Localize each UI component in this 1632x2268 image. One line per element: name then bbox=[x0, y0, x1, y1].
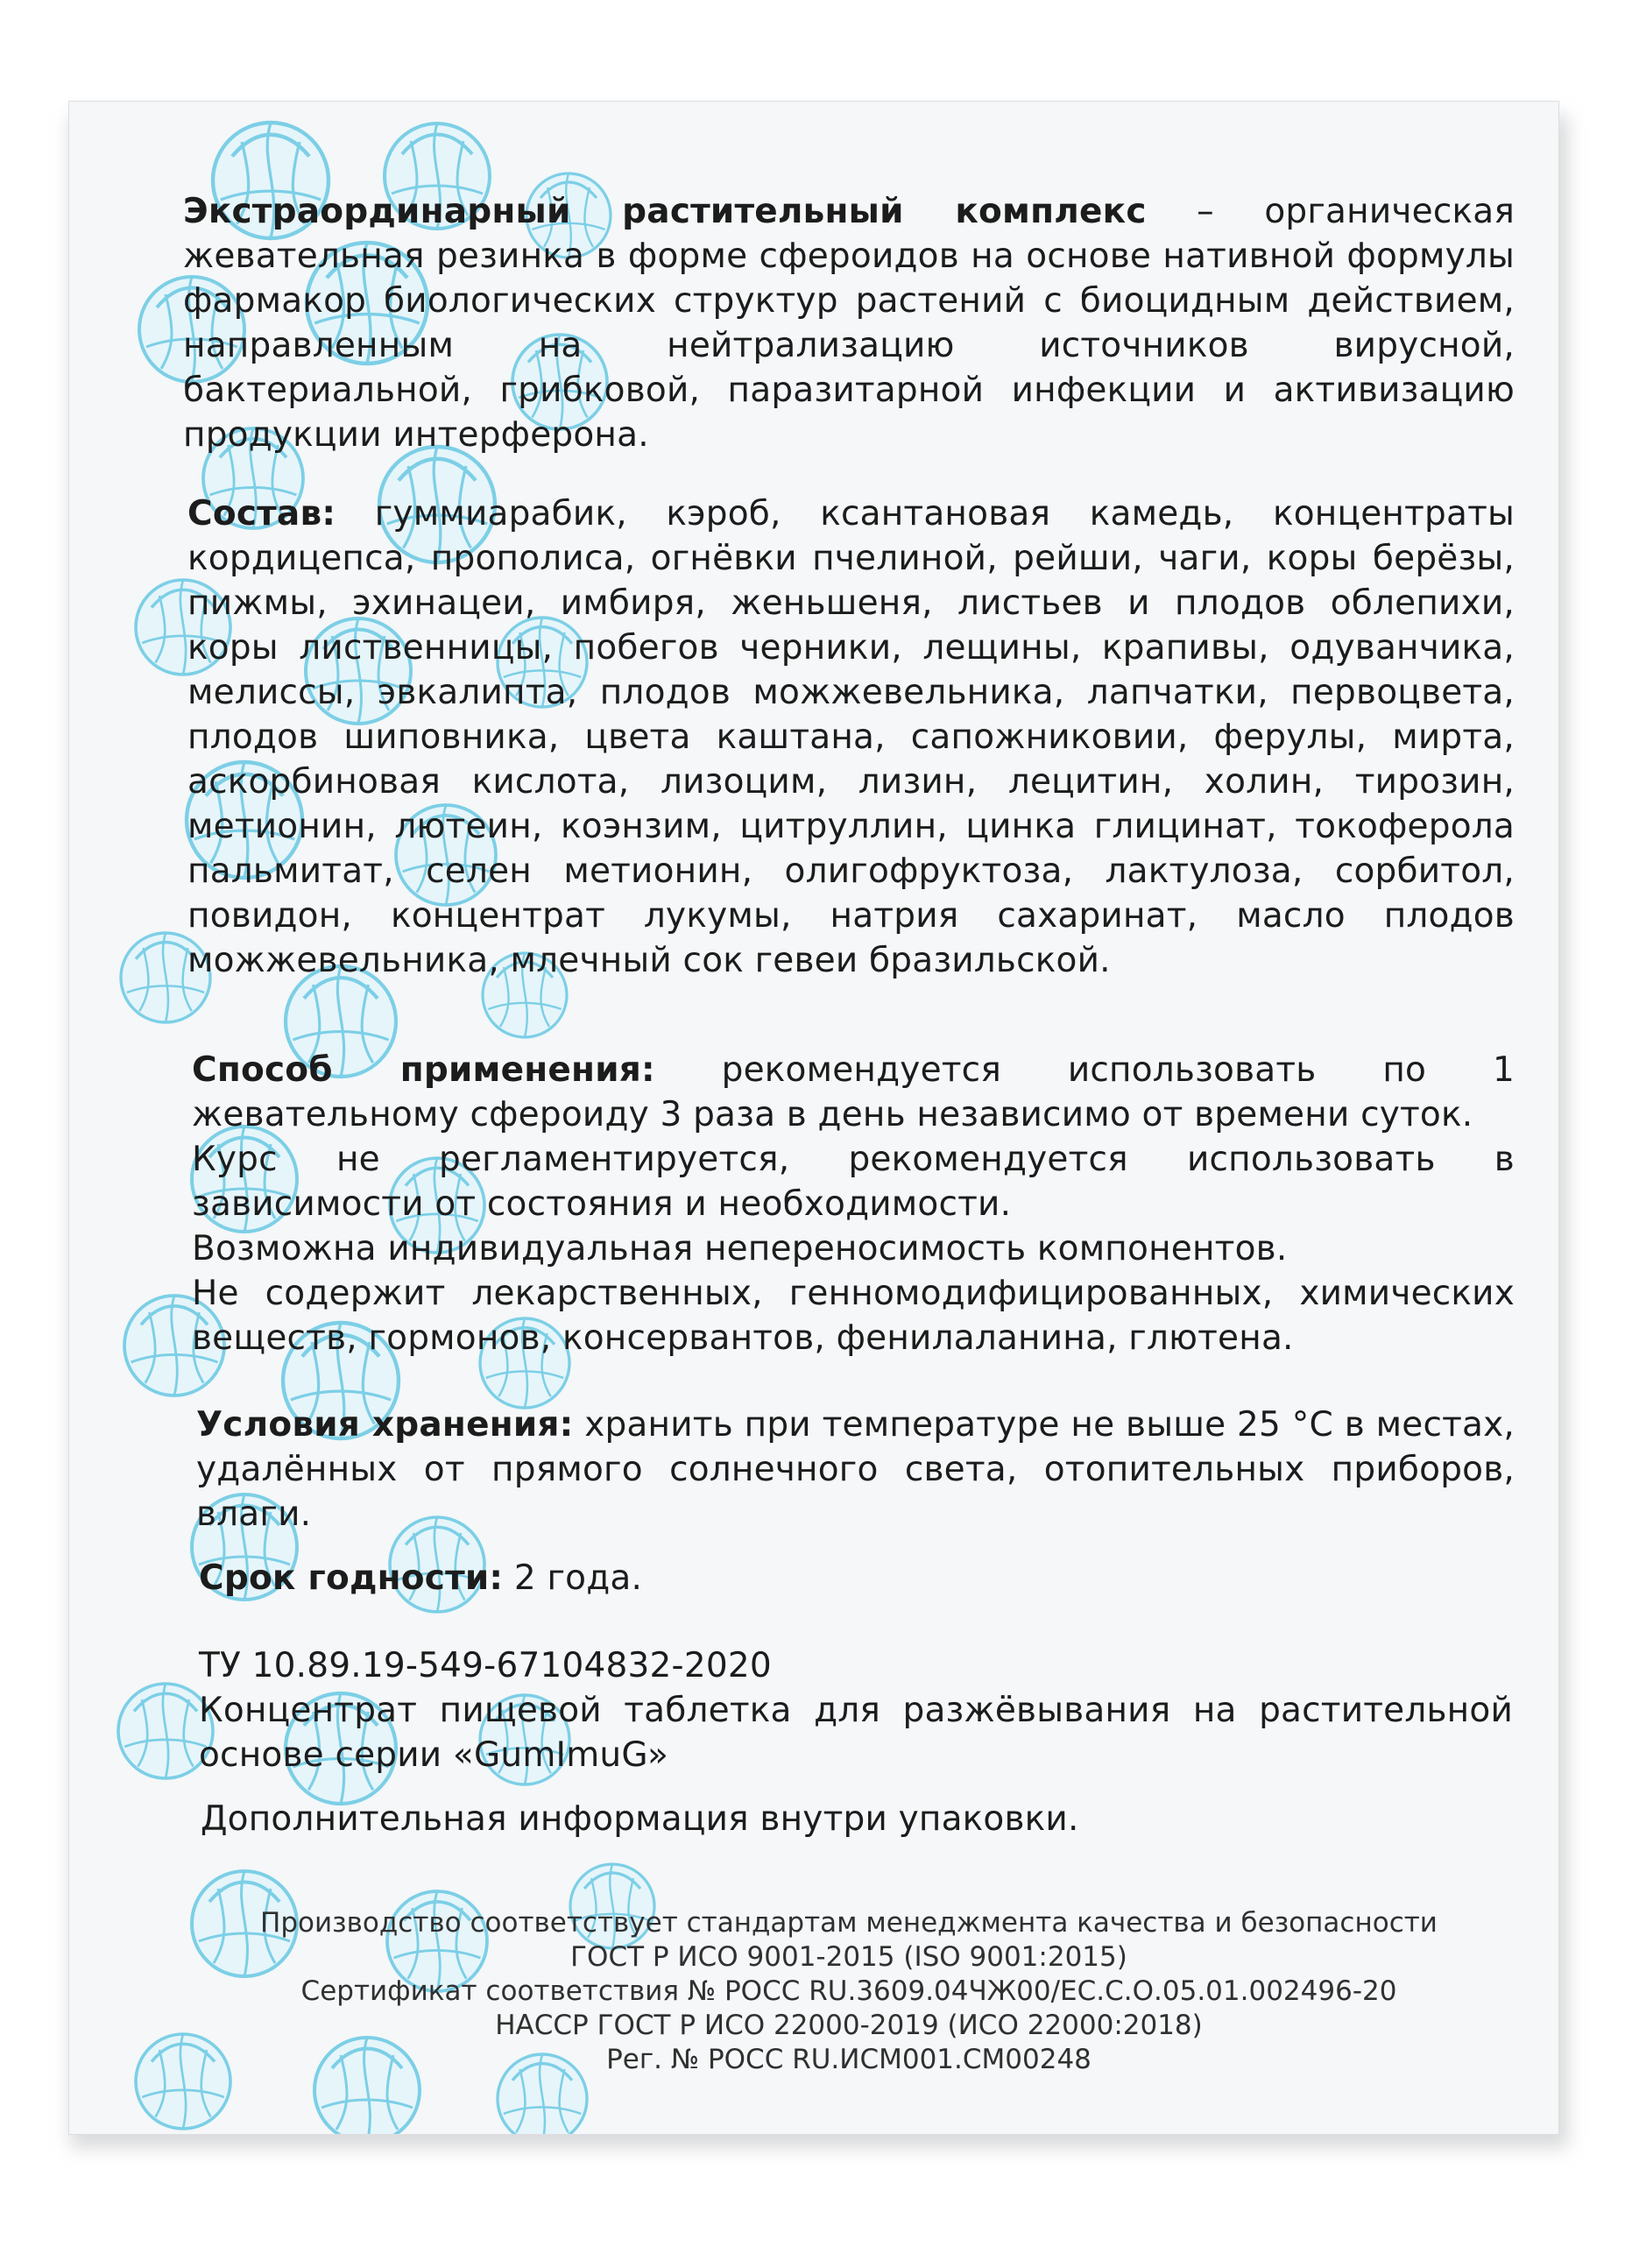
intro-text: – органическая жевательная резинка в форме сфероидов на основе нативной формулы фармакор биологических структур растений с биоцидным действием, направленным на нейтрализацию источников вирусной, бактериальной, грибковой, паразитарной инфекции и активизацию продукции интерферона. bbox=[183, 192, 1515, 455]
storage-label: Условия хранения: bbox=[196, 1405, 574, 1445]
certification-line-5: Рег. № РОСС RU.ИСМ001.СМ00248 bbox=[606, 2044, 1092, 2075]
more-info-paragraph bbox=[201, 1797, 1515, 1841]
intro-title: Экстраординарный растительный комплекс bbox=[183, 192, 1147, 231]
certification-block bbox=[201, 1906, 1497, 2077]
composition-label: Состав: bbox=[187, 494, 336, 533]
usage-label: Способ применения: bbox=[192, 1050, 655, 1090]
composition-paragraph bbox=[187, 491, 1515, 983]
certification-line-3: Сертификат соответствия № РОСС RU.3609.04ЧЖ00/ЕС.С.О.05.01.002496-20 bbox=[300, 1975, 1397, 2007]
usage-text: рекомендуется использовать по 1 жевательному сфероиду 3 раза в день независимо от времени суток. bbox=[192, 1050, 1515, 1134]
usage-paragraph bbox=[192, 1048, 1515, 1137]
storage-text: хранить при температуре не выше 25 °С в местах, удалённых от прямого солнечного света, отопительных приборов, влаги. bbox=[196, 1405, 1515, 1534]
storage-paragraph bbox=[196, 1402, 1515, 1537]
usage-section bbox=[192, 1048, 1515, 1360]
product-label-card bbox=[68, 101, 1559, 2135]
usage-intolerance: Возможна индивидуальная непереносимость компонентов. bbox=[192, 1229, 1288, 1268]
label-text-content bbox=[69, 102, 1558, 2134]
shelf-life-paragraph bbox=[199, 1556, 1513, 1600]
shelf-life-label: Срок годности: bbox=[199, 1558, 504, 1598]
usage-free-of: Не содержит лекарственных, генномодифицированных, химических веществ, гормонов, консервантов, фенилаланина, глютена. bbox=[192, 1274, 1515, 1358]
usage-course: Курс не регламентируется, рекомендуется использовать в зависимости от состояния и необходимости. bbox=[192, 1140, 1515, 1224]
spec-section bbox=[199, 1643, 1513, 1777]
product-description: Концентрат пищевой таблетка для разжёвывания на растительной основе серии «GumImuG» bbox=[199, 1691, 1513, 1775]
intro-paragraph bbox=[183, 189, 1515, 457]
certification-line-4: НАССР ГОСТ Р ИСО 22000-2019 (ИСО 22000:2018) bbox=[495, 2010, 1203, 2041]
tu-code: ТУ 10.89.19-549-67104832-2020 bbox=[199, 1646, 772, 1685]
composition-text: гуммиарабик, кэроб, ксантановая камедь, концентраты кордицепса, прополиса, огнёвки пчелиной, рейши, чаги, коры берёзы, пижмы, эхинацеи, имбиря, женьшеня, листьев и плодов облепихи, коры лиственницы, побегов черники, лещины, крапивы, одуванчика, мелиссы, эвкалипта, плодов можжевельника, лапчатки, первоцвета, плодов шиповника, цвета каштана, сапожниковии, ферулы, мирта, аскорбиновая кислота, лизоцим, лизин, лецитин, холин, тирозин, метионин, лютеин, коэнзим, цитруллин, цинка глицинат, токоферола пальмитат, селен метионин, олигофруктоза, лактулоза, сорбитол, повидон, концентрат лукумы, натрия сахаринат, масло плодов можжевельника, млечный сок гевеи бразильской. bbox=[187, 494, 1515, 980]
certification-line-2: ГОСТ Р ИСО 9001-2015 (ISO 9001:2015) bbox=[570, 1941, 1127, 1973]
more-info-text: Дополнительная информация внутри упаковки. bbox=[201, 1799, 1079, 1839]
certification-line-1: Производство соответствует стандартам менеджмента качества и безопасности bbox=[260, 1907, 1438, 1939]
shelf-life-text: 2 года. bbox=[503, 1558, 643, 1598]
